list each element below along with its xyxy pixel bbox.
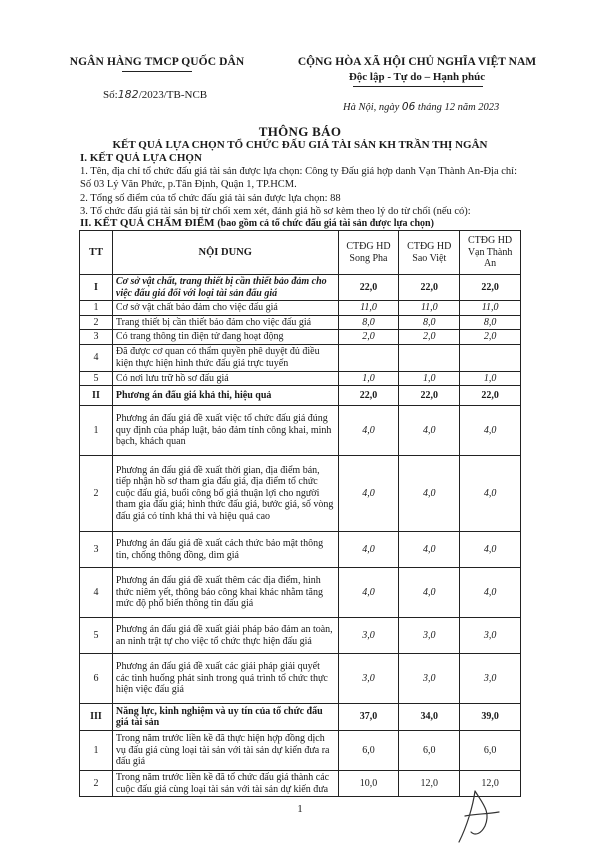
row-tt: 1 [80, 406, 113, 456]
row-content: Cơ sở vật chất bảo đảm cho việc đấu giá [112, 301, 338, 316]
row-value-1 [338, 344, 399, 371]
row-value-2: 34,0 [399, 704, 460, 731]
row-content: Phương án đấu giá đề xuất việc tổ chức đấu giá đúng quy định của pháp luật, bảo đảm tính công khai, minh bạch, khách quan [112, 406, 338, 456]
doc-no-suffix: /2023/TB-NCB [138, 89, 208, 101]
row-tt: 2 [80, 315, 113, 330]
row-value-1: 3,0 [338, 654, 399, 704]
row-value-1: 11,0 [338, 301, 399, 316]
row-tt: 6 [80, 654, 113, 704]
row-value-3: 4,0 [460, 568, 521, 618]
row-value-2: 22,0 [399, 386, 460, 406]
table-header-row [80, 231, 521, 275]
row-content: Trang thiết bị cần thiết bảo đảm cho việc đấu giá [112, 315, 338, 330]
row-value-2: 11,0 [399, 301, 460, 316]
row-value-3: 8,0 [460, 315, 521, 330]
row-value-1: 4,0 [338, 532, 399, 568]
row-value-1: 1,0 [338, 371, 399, 386]
row-content: Trong năm trước liền kề đã tổ chức đấu giá thành các cuộc đấu giá cùng loại tài sản với tài sản dự kiến đưa [112, 771, 338, 797]
row-value-3: 1,0 [460, 371, 521, 386]
row-value-3: 3,0 [460, 654, 521, 704]
table-row [80, 618, 521, 654]
row-content: Cơ sở vật chất, trang thiết bị cần thiết bảo đảm cho việc đấu giá đối với loại tài sản đấu giá [112, 275, 338, 301]
row-value-1: 6,0 [338, 731, 399, 771]
row-value-1: 4,0 [338, 456, 399, 532]
row-value-1: 3,0 [338, 618, 399, 654]
motto: Độc lập - Tự do – Hạnh phúc [348, 71, 486, 83]
row-tt: I [80, 275, 113, 301]
doc-no-handwritten: 182 [117, 88, 139, 101]
row-value-2: 1,0 [399, 371, 460, 386]
row-value-1: 8,0 [338, 315, 399, 330]
row-tt: 4 [80, 568, 113, 618]
country-name: CỘNG HÒA XÃ HỘI CHỦ NGHĨA VIỆT NAM [297, 56, 537, 68]
signature-mark [445, 786, 505, 846]
row-value-2: 3,0 [399, 654, 460, 704]
table-row [80, 315, 521, 330]
table-row [80, 532, 521, 568]
row-value-2: 2,0 [399, 330, 460, 345]
row-tt: III [80, 704, 113, 731]
date-prefix: Hà Nội, ngày [343, 102, 400, 113]
table-row [80, 386, 521, 406]
header-van-thanh-an: CTĐG HD Vạn Thành An [460, 231, 521, 275]
header-tt: TT [80, 231, 113, 275]
table-row [80, 704, 521, 731]
table-row [80, 731, 521, 771]
row-value-2 [399, 344, 460, 371]
row-content: Phương án đấu giá khả thi, hiệu quả [112, 386, 338, 406]
row-value-2: 22,0 [399, 275, 460, 301]
row-tt: 1 [80, 731, 113, 771]
document-number [103, 88, 207, 101]
row-value-1: 22,0 [338, 275, 399, 301]
row-tt: 5 [80, 618, 113, 654]
section-2-note: (bao gồm cả tổ chức đấu giá tài sản được lựa chọn) [217, 218, 434, 229]
row-tt: 5 [80, 371, 113, 386]
row-tt: 1 [80, 301, 113, 316]
page-subtitle: KẾT QUẢ LỰA CHỌN TỔ CHỨC ĐẤU GIÁ TÀI SẢN KH TRẦN THỊ NGÂN [112, 139, 488, 151]
row-value-2: 4,0 [399, 456, 460, 532]
row-tt: 4 [80, 344, 113, 371]
date-line [343, 101, 499, 113]
table-row [80, 456, 521, 532]
table-row [80, 275, 521, 301]
row-value-1: 4,0 [338, 568, 399, 618]
row-content: Đã được cơ quan có thẩm quyền phê duyệt đủ điều kiện thực hiện hình thức đấu giá trực tuyến [112, 344, 338, 371]
row-content: Phương án đấu giá đề xuất cách thức bảo mật thông tin, chống thông đồng, dìm giá [112, 532, 338, 568]
header-sao-viet: CTĐG HD Sao Việt [399, 231, 460, 275]
page-title: THÔNG BÁO [258, 124, 342, 139]
section-2-title: II. KẾT QUẢ CHẤM ĐIỂM [80, 217, 215, 229]
row-value-1: 37,0 [338, 704, 399, 731]
row-value-3: 3,0 [460, 618, 521, 654]
row-value-1: 10,0 [338, 771, 399, 797]
row-value-1: 22,0 [338, 386, 399, 406]
table-row [80, 406, 521, 456]
table-row [80, 344, 521, 371]
date-day: 06 [401, 101, 416, 113]
row-value-3: 22,0 [460, 275, 521, 301]
row-tt: 2 [80, 456, 113, 532]
row-content: Trong năm trước liền kề đã thực hiện hợp đồng dịch vụ đấu giá cùng loại tài sản với tài sản dự kiến đưa ra đấu giá [112, 731, 338, 771]
page-number: 1 [297, 803, 303, 815]
row-value-3: 4,0 [460, 456, 521, 532]
row-tt: 3 [80, 330, 113, 345]
table-row [80, 301, 521, 316]
table-row [80, 330, 521, 345]
row-value-2: 4,0 [399, 406, 460, 456]
row-content: Phương án đấu giá đề xuất giải pháp bảo đảm an toàn, an ninh trật tự cho việc tổ chức thực hiện đấu giá [112, 618, 338, 654]
row-tt: 3 [80, 532, 113, 568]
row-value-3: 39,0 [460, 704, 521, 731]
doc-no-prefix: Số: [103, 89, 118, 101]
row-value-1: 4,0 [338, 406, 399, 456]
motto-underline [353, 86, 483, 87]
row-content: Phương án đấu giá đề xuất thêm các địa điểm, hình thức niêm yết, thông báo công khai khác nhằm tăng mức độ phổ biến thông tin đấu giá [112, 568, 338, 618]
row-content: Có nơi lưu trữ hồ sơ đấu giá [112, 371, 338, 386]
section-1-heading: I. KẾT QUẢ LỰA CHỌN [80, 152, 202, 164]
row-value-3: 4,0 [460, 532, 521, 568]
row-value-1: 2,0 [338, 330, 399, 345]
header-noi-dung: NỘI DUNG [112, 231, 338, 275]
row-value-2: 6,0 [399, 731, 460, 771]
row-tt: 2 [80, 771, 113, 797]
row-value-3: 22,0 [460, 386, 521, 406]
row-value-3: 6,0 [460, 731, 521, 771]
table-row [80, 568, 521, 618]
row-value-3: 4,0 [460, 406, 521, 456]
section-2-heading [80, 217, 520, 229]
row-value-2: 4,0 [399, 532, 460, 568]
row-content: Có trang thông tin điện tử đang hoạt động [112, 330, 338, 345]
section-1-paragraph-2: 2. Tổng số điểm của tổ chức đấu giá tài sản được lựa chọn: 88 [80, 193, 341, 204]
bank-name-underline [122, 71, 192, 72]
row-value-2: 8,0 [399, 315, 460, 330]
row-value-3: 11,0 [460, 301, 521, 316]
row-value-2: 4,0 [399, 568, 460, 618]
row-value-2: 3,0 [399, 618, 460, 654]
section-1-paragraph-1: 1. Tên, địa chỉ tổ chức đấu giá tài sản được lựa chọn: Công ty Đấu giá hợp danh Vạn Thành An-Địa chỉ: Số 03 Lý Văn Phức, p.Tân Định, Quận 1, TP.HCM. [80, 166, 517, 190]
row-value-3: 2,0 [460, 330, 521, 345]
header-song-pha: CTĐG HD Song Pha [338, 231, 399, 275]
date-suffix: tháng 12 năm 2023 [417, 102, 500, 113]
row-content: Phương án đấu giá đề xuất thời gian, địa điểm bán, tiếp nhận hồ sơ tham gia đấu giá, địa điểm tổ chức cuộc đấu giá, buổi công bố giá thuận lợi cho người tham gia đấu giá; hình thức đấu giá, bước giá, số vòng đấu giá có tính khả thi và hiệu quả cao [112, 456, 338, 532]
section-1-paragraph-3: 3. Tổ chức đấu giá tài sản bị từ chối xem xét, đánh giá hồ sơ kèm theo lý do từ chối (nếu có): [80, 206, 471, 217]
row-content: Năng lực, kinh nghiệm và uy tín của tổ chức đấu giá tài sản [112, 704, 338, 731]
row-value-3: 12,0 [460, 771, 521, 797]
row-value-2: 12,0 [399, 771, 460, 797]
row-content: Phương án đấu giá đề xuất các giải pháp giải quyết các tình huống phát sinh trong quá trình tổ chức thực hiện việc đấu giá [112, 654, 338, 704]
score-table [79, 230, 521, 797]
bank-name: NGÂN HÀNG TMCP QUỐC DÂN [69, 56, 245, 68]
table-row [80, 371, 521, 386]
table-row [80, 654, 521, 704]
row-tt: II [80, 386, 113, 406]
row-value-3 [460, 344, 521, 371]
